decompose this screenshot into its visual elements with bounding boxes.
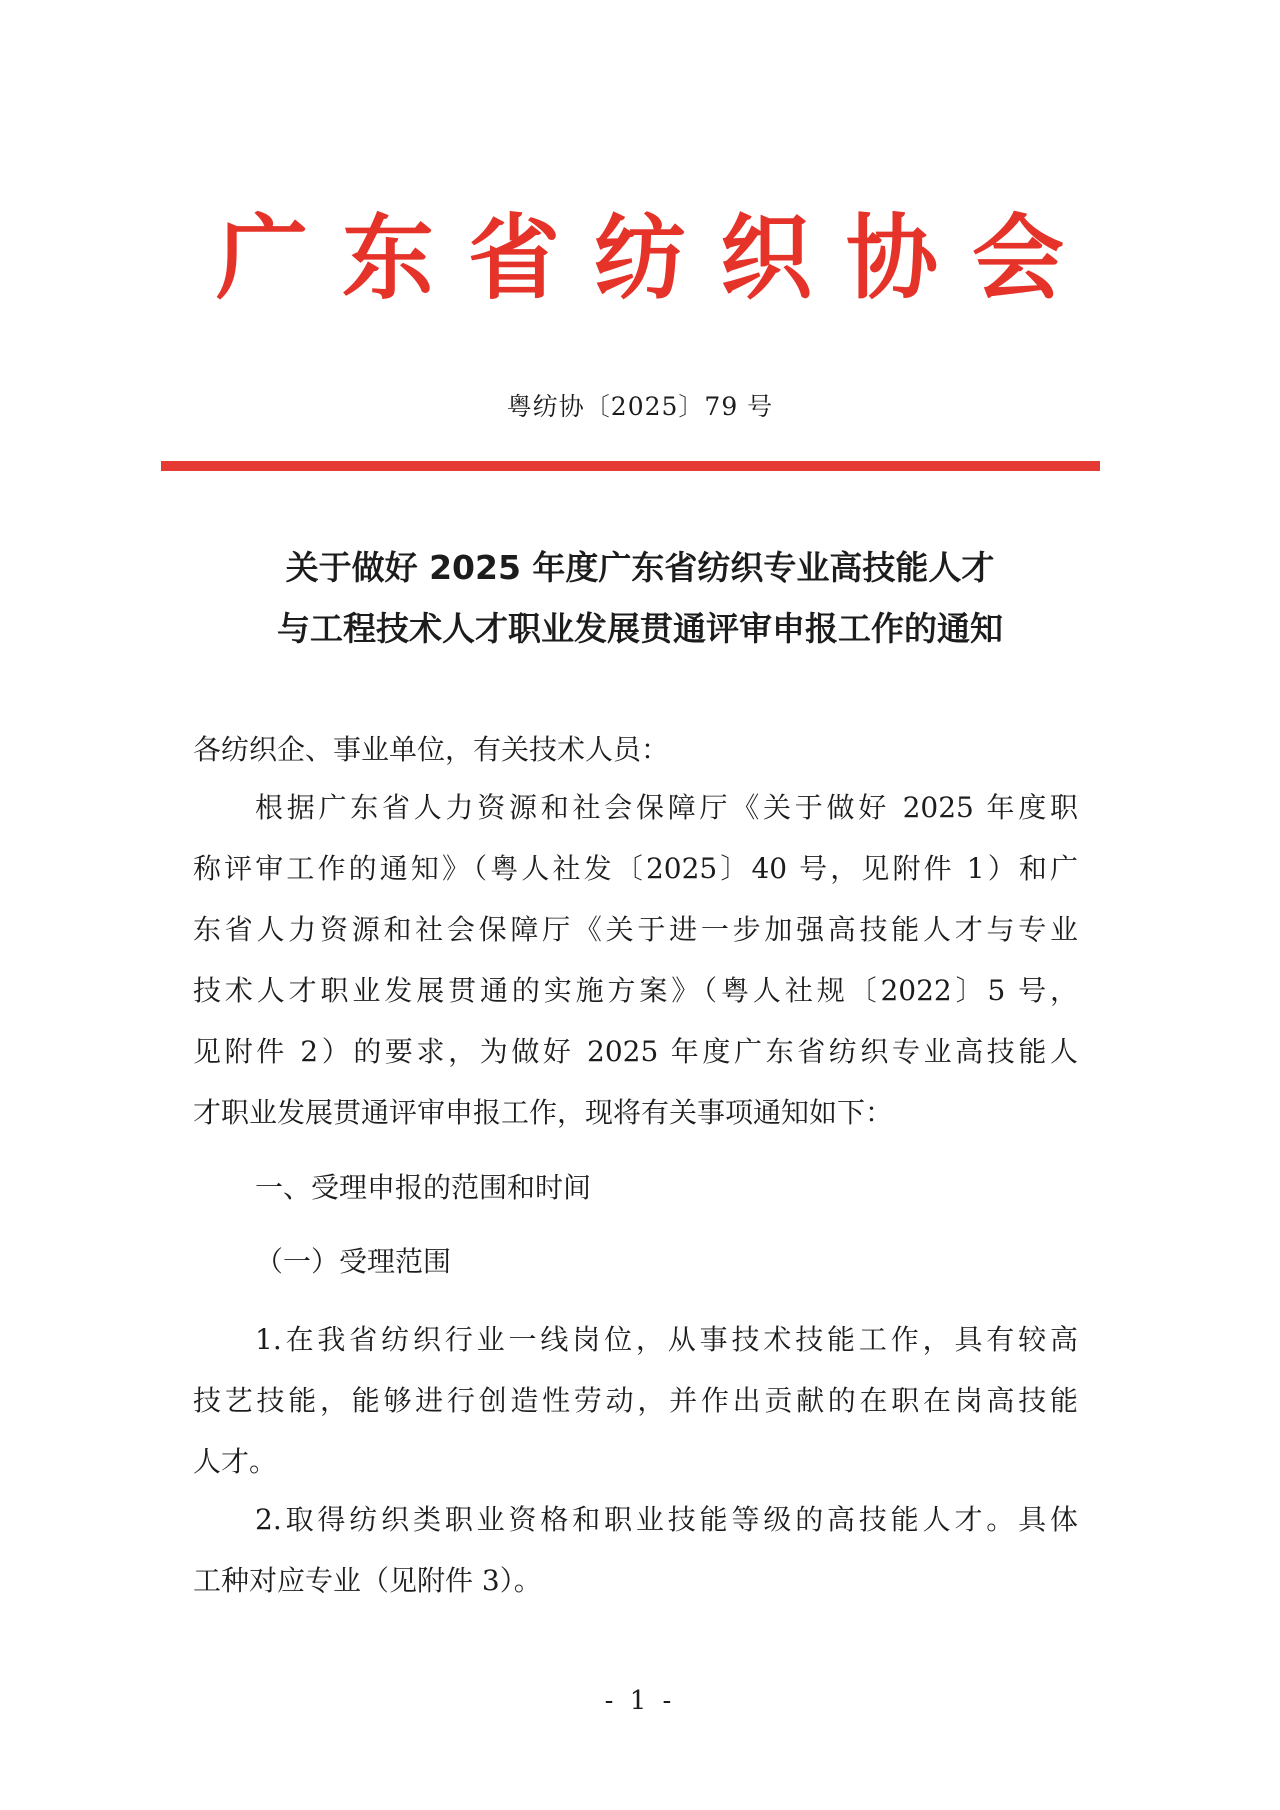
salutation: 各纺织企、事业单位，有关技术人员： [193, 733, 670, 766]
page-number: - 1 - [604, 1686, 676, 1716]
paragraph-1-line: 根据广东省人力资源和社会保障厅《关于做好 2025 年度职 [255, 791, 1078, 824]
item-2-line: 2.取得纺织类职业资格和职业技能等级的高技能人才。具体 [255, 1503, 1078, 1536]
subsection-1-heading: （一）受理范围 [255, 1245, 452, 1278]
red-divider [161, 461, 1100, 471]
paragraph-1-line: 东省人力资源和社会保障厅《关于进一步加强高技能人才与专业 [193, 913, 1078, 946]
notice-title-line-1: 关于做好 2025 年度广东省纺织专业高技能人才 [285, 548, 995, 587]
paragraph-1-line: 技术人才职业发展贯通的实施方案》（粤人社规〔2022〕5 号， [193, 974, 1078, 1007]
document-number: 粤纺协〔2025〕79 号 [506, 392, 774, 421]
notice-title-line-2: 与工程技术人才职业发展贯通评审申报工作的通知 [277, 609, 1003, 648]
item-1-line: 1.在我省纺织行业一线岗位，从事技术技能工作，具有较高 [255, 1323, 1078, 1356]
item-1-line: 技艺技能，能够进行创造性劳动，并作出贡献的在职在岗高技能 [193, 1384, 1078, 1417]
section-1-heading: 一、受理申报的范围和时间 [255, 1171, 592, 1204]
item-1-line: 人才。 [193, 1445, 278, 1478]
item-2-line: 工种对应专业（见附件 3）。 [193, 1564, 542, 1597]
paragraph-1-line: 称评审工作的通知》（粤人社发〔2025〕40 号，见附件 1）和广 [193, 852, 1078, 885]
paragraph-1-line: 见附件 2）的要求，为做好 2025 年度广东省纺织专业高技能人 [193, 1035, 1078, 1068]
paragraph-1-line: 才职业发展贯通评审申报工作，现将有关事项通知如下： [193, 1096, 894, 1129]
organization-name: 广东省纺织协会 [215, 204, 1098, 312]
